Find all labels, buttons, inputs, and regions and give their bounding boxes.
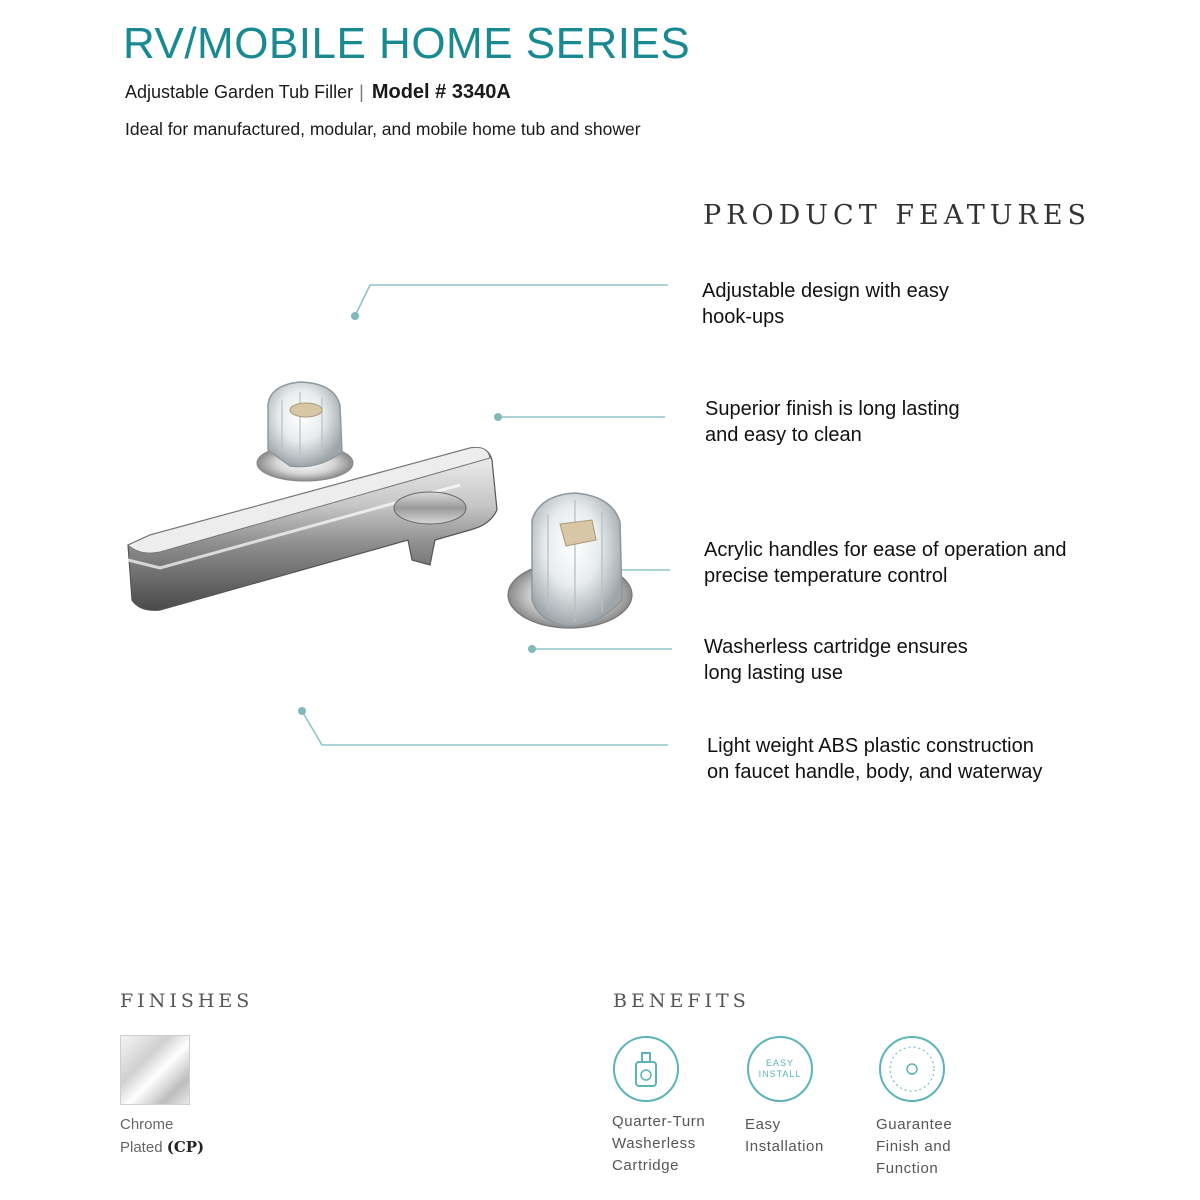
guarantee-seal-icon	[878, 1035, 946, 1103]
benefit-line: Cartridge	[612, 1157, 680, 1174]
feature-line: on faucet handle, body, and waterway	[707, 761, 1043, 783]
benefit-label	[876, 1114, 952, 1180]
feature-item	[707, 733, 1042, 785]
benefit-line: Easy	[745, 1116, 781, 1133]
feature-line: Light weight ABS plastic construction	[707, 735, 1034, 757]
feature-item	[704, 537, 1066, 589]
feature-item	[704, 634, 968, 686]
subtitle-separator: |	[359, 82, 364, 102]
easy-install-icon-text-1: EASY	[765, 1058, 795, 1068]
callout-line-5	[302, 711, 668, 745]
benefit-label	[612, 1111, 705, 1177]
product-name: Adjustable Garden Tub Filler	[125, 82, 354, 102]
callout-dot-5	[298, 707, 306, 715]
page-title: RV/MOBILE HOME SERIES	[123, 19, 691, 68]
benefit-line: Guarantee	[876, 1116, 953, 1133]
finish-name: Chrome	[120, 1116, 174, 1133]
cartridge-icon	[612, 1035, 680, 1103]
finish-name-suffix: Plated	[120, 1139, 163, 1156]
callout-dot-1	[351, 312, 359, 320]
benefit-line: Washerless	[612, 1135, 696, 1152]
benefit-line: Quarter-Turn	[612, 1113, 706, 1130]
callout-dot-2	[494, 413, 502, 421]
product-features-heading: PRODUCT FEATURES	[703, 200, 1092, 231]
benefit-line: Installation	[745, 1138, 824, 1155]
finish-label	[120, 1114, 204, 1159]
benefit-line: Finish and	[876, 1138, 952, 1155]
callout-line-1	[355, 285, 668, 316]
callout-dot-4	[528, 645, 536, 653]
easy-install-icon	[746, 1035, 814, 1103]
product-tagline: Ideal for manufactured, modular, and mobile home tub and shower	[125, 119, 641, 139]
feature-line: long lasting use	[704, 662, 843, 684]
finishes-heading: FINISHES	[120, 990, 254, 1012]
benefit-label	[745, 1114, 824, 1158]
easy-install-icon-text-2: INSTALL	[758, 1069, 802, 1079]
feature-line: Adjustable design with easy	[702, 280, 949, 302]
benefit-line: Function	[876, 1160, 939, 1177]
finish-code: (CP)	[166, 1138, 205, 1156]
feature-item	[705, 396, 960, 448]
front-acrylic-handle	[532, 493, 622, 626]
finish-code-line	[120, 1136, 204, 1159]
benefits-heading: BENEFITS	[613, 990, 750, 1012]
feature-line: Superior finish is long lasting	[705, 398, 960, 420]
back-acrylic-handle	[268, 382, 342, 467]
feature-item	[702, 278, 949, 330]
feature-line: hook-ups	[702, 306, 785, 328]
feature-line: and easy to clean	[705, 424, 862, 446]
chrome-finish-swatch	[120, 1035, 190, 1105]
feature-line: precise temperature control	[704, 565, 948, 587]
feature-line: Acrylic handles for ease of operation and	[704, 539, 1067, 561]
feature-line: Washerless cartridge ensures	[704, 636, 968, 658]
model-number: Model # 3340A	[371, 81, 511, 103]
